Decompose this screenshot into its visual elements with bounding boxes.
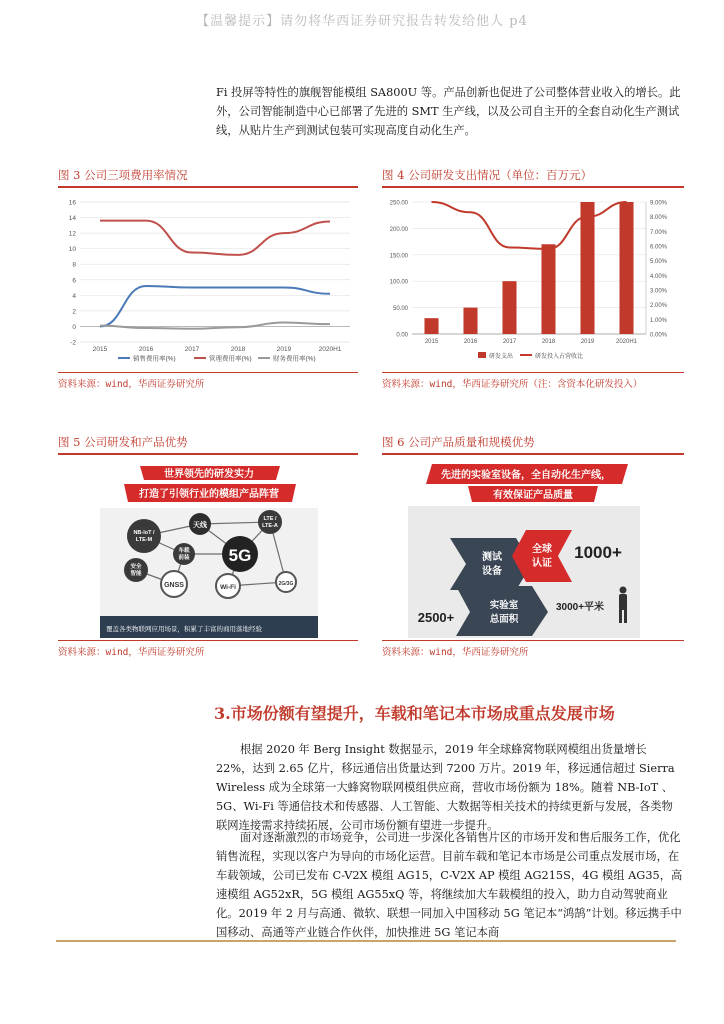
svg-text:2G/3G: 2G/3G [278, 581, 294, 587]
stat-cert-count: 1000+ [574, 543, 622, 562]
y2-tick-label: 8.00% [650, 215, 668, 222]
x-tick-label: 2016 [463, 339, 478, 345]
fig4-source: 资料来源：wind，华西证券研究所（注：含资本化研发投入） [382, 379, 643, 390]
y-tick-label: 14 [68, 215, 76, 223]
svg-text:LTE-M: LTE-M [135, 537, 153, 543]
fig4-rule [382, 186, 684, 188]
y-tick-label: 100.00 [389, 279, 408, 286]
fig5-banner-line2: 打造了引领行业的模组产品阵营 [139, 489, 279, 500]
x-tick-label: 2015 [424, 339, 439, 345]
svg-text:安全: 安全 [130, 564, 142, 570]
bar-2018 [541, 244, 555, 334]
x-tick-label: 2017 [184, 346, 200, 353]
x-tick-label: 2019 [580, 339, 595, 345]
watermark: 【温馨提示】请勿将华西证券研究报告转发给他人 p4 [196, 14, 528, 29]
svg-text:LTE /: LTE / [263, 516, 277, 522]
section-3-paragraph-2: 面对逐渐激烈的市场竞争，公司进一步深化各销售片区的市场开发和售后服务工作，优化销售流程，实现以客户为导向的市场化运营。目前车载和笔记本市场是公司重点发展市场，在车载领域，公司已发布 C-V2X 模组 AG15，C-V2X AP 模组 AG215S，4G 模组 AG35，高速模组 AG52xR，5G 模组 AG55xQ 等，将继续加大车载模组的投入，助力自动驾驶商业化。2019 年 2 月与高通、微软、联想一同加入中国移动 5G 笔记本“鸿鹄”计划。移远携手中国移动、高通等产业链合作伙伴，加快推进 5G 笔记本商 [216, 831, 683, 939]
fig5-bottom-caption: 覆盖各类物联网应用场景，积累了丰富的商用落地经验 [106, 626, 262, 633]
section-3-heading: 3.市场份额有望提升，车载和笔记本市场成重点发展市场 [214, 704, 615, 723]
fig3-rule [58, 186, 358, 188]
svg-text:NB-IoT /: NB-IoT / [133, 530, 155, 536]
svg-text:设备: 设备 [482, 566, 502, 577]
rd-spending-chart [382, 190, 684, 370]
y-tick-label: 50.00 [392, 306, 408, 313]
y-tick-label: 250.00 [389, 200, 408, 207]
y-tick-label: 8 [72, 261, 76, 269]
fig6-source-rule [382, 640, 684, 641]
section-3-paragraph-1: 根据 2020 年 Berg Insight 数据显示，2019 年全球蜂窝物联网模组出货量增长 22%，达到 2.65 亿片，移远通信出货量达到 7200 万片。2019 年，移远通信超过 Sierra Wireless 成为全球第一大蜂窝物联网模组供应商，营收市场份额为 18%。随着 NB-IoT 、5G、Wi-Fi 等通信技术和传感器、人工智能、大数据等相关技术的持续更新与发展，各类物联网连接需求持续拓展，公司市场份额有望进一步提升。 [216, 743, 675, 832]
y2-tick-label: 1.00% [650, 317, 668, 324]
svg-text:Wi-Fi: Wi-Fi [220, 584, 236, 591]
ratio-line [432, 202, 627, 249]
y2-tick-label: 4.00% [650, 273, 668, 280]
series-line-0 [100, 286, 330, 326]
fig6-banner-line1: 先进的实验室设备，全自动化生产线， [441, 470, 611, 481]
svg-text:天线: 天线 [193, 522, 207, 529]
bar-2019 [580, 202, 594, 334]
svg-text:车载: 车载 [178, 548, 190, 554]
svg-text:测试: 测试 [482, 552, 502, 563]
y2-tick-label: 5.00% [650, 259, 668, 266]
x-tick-label: 2016 [138, 346, 154, 353]
y-tick-label: 10 [68, 246, 76, 254]
y-tick-label: 6 [72, 277, 76, 285]
y2-tick-label: 7.00% [650, 229, 668, 236]
y-tick-label: 4 [72, 292, 76, 300]
svg-text:LTE-A: LTE-A [262, 523, 278, 529]
y-tick-label: 150.00 [389, 253, 408, 260]
svg-text:智能: 智能 [130, 571, 142, 577]
fig6-rule [382, 453, 684, 455]
intro-paragraph: Fi 投屏等特性的旗舰智能模组 SA800U 等。产品创新也促进了公司整体营业收入的增长。此外，公司智能制造中心已部署了先进的 SMT 生产线，以及公司自主开的全套自动化生产测试线，从贴片生产到测试包装可实现高度自动化生产。 [216, 86, 681, 137]
node-2g3g [276, 572, 296, 592]
legend-label: 销售费用率(%) [133, 355, 176, 363]
node-nbiot [127, 519, 161, 553]
svg-text:总面积: 总面积 [489, 614, 519, 625]
fig6-banner-line2: 有效保证产品质量 [493, 490, 573, 501]
stat-lab-area: 3000+平米 [555, 602, 605, 613]
fig4-title: 图 4 公司研发支出情况（单位：百万元） [382, 168, 593, 182]
fig3-title: 图 3 公司三项费用率情况 [58, 168, 188, 182]
quality-scale-illustration [408, 458, 640, 638]
y-tick-label: 0 [72, 323, 76, 331]
bar-2016 [463, 308, 477, 334]
legend-label: 研发投入占营收比 [535, 354, 584, 360]
node-secure [124, 558, 148, 582]
svg-text:全球: 全球 [532, 544, 552, 555]
fig3-source-rule [58, 372, 358, 373]
fig5-banner-line1: 世界领先的研发实力 [164, 469, 254, 480]
y-tick-label: 12 [68, 230, 76, 238]
node-auto [173, 543, 195, 565]
stat-test-count: 2500+ [417, 610, 455, 625]
expense-ratio-chart [58, 190, 358, 370]
fig5-source-rule [58, 640, 358, 641]
node-5g [222, 536, 258, 572]
y2-tick-label: 0.00% [650, 332, 668, 339]
legend-label: 管理费用率(%) [209, 355, 252, 363]
rd-advantage-illustration [100, 458, 318, 638]
legend-label: 财务费用率(%) [273, 355, 316, 363]
svg-text:5G: 5G [228, 546, 252, 565]
node-wifi [216, 574, 240, 598]
x-tick-label: 2018 [541, 339, 556, 345]
series-line-1 [100, 221, 330, 255]
y2-tick-label: 2.00% [650, 303, 668, 310]
tile-lab-area [456, 586, 548, 636]
x-tick-label: 2018 [230, 346, 246, 353]
y2-tick-label: 6.00% [650, 244, 668, 251]
y-tick-label: 16 [68, 199, 76, 207]
x-tick-label: 2020H1 [615, 339, 638, 345]
y2-tick-label: 9.00% [650, 200, 668, 207]
svg-text:认证: 认证 [532, 558, 552, 569]
x-tick-label: 2017 [502, 339, 517, 345]
footer-rule [56, 940, 676, 942]
svg-text:前装: 前装 [178, 555, 190, 561]
x-tick-label: 2015 [92, 346, 108, 353]
y-tick-label: 2 [72, 308, 76, 316]
y-tick-label: 200.00 [389, 226, 408, 233]
bar-2015 [424, 318, 438, 334]
series-line-2 [100, 323, 330, 329]
fig6-source: 资料来源：wind，华西证券研究所 [382, 647, 529, 658]
legend-swatch [478, 352, 486, 358]
legend-label: 研发支出 [489, 354, 514, 360]
svg-text:GNSS: GNSS [164, 582, 184, 589]
y-tick-label: -2 [70, 339, 76, 347]
y-tick-label: 0.00 [396, 332, 408, 339]
bar-2020H1 [619, 202, 633, 334]
fig5-source: 资料来源：wind，华西证券研究所 [58, 647, 205, 658]
y2-tick-label: 3.00% [650, 288, 668, 295]
fig5-rule [58, 453, 358, 455]
x-tick-label: 2020H1 [318, 346, 342, 353]
node-gnss [161, 571, 187, 597]
fig5-title: 图 5 公司研发和产品优势 [58, 435, 188, 449]
svg-text:实验室: 实验室 [489, 600, 519, 611]
fig6-title: 图 6 公司产品质量和规模优势 [382, 435, 535, 449]
node-antenna [189, 513, 211, 535]
bar-2017 [502, 281, 516, 334]
x-tick-label: 2019 [276, 346, 292, 353]
fig3-source: 资料来源：wind，华西证券研究所 [58, 379, 205, 390]
fig4-source-rule [382, 372, 684, 373]
node-lte [258, 510, 282, 534]
